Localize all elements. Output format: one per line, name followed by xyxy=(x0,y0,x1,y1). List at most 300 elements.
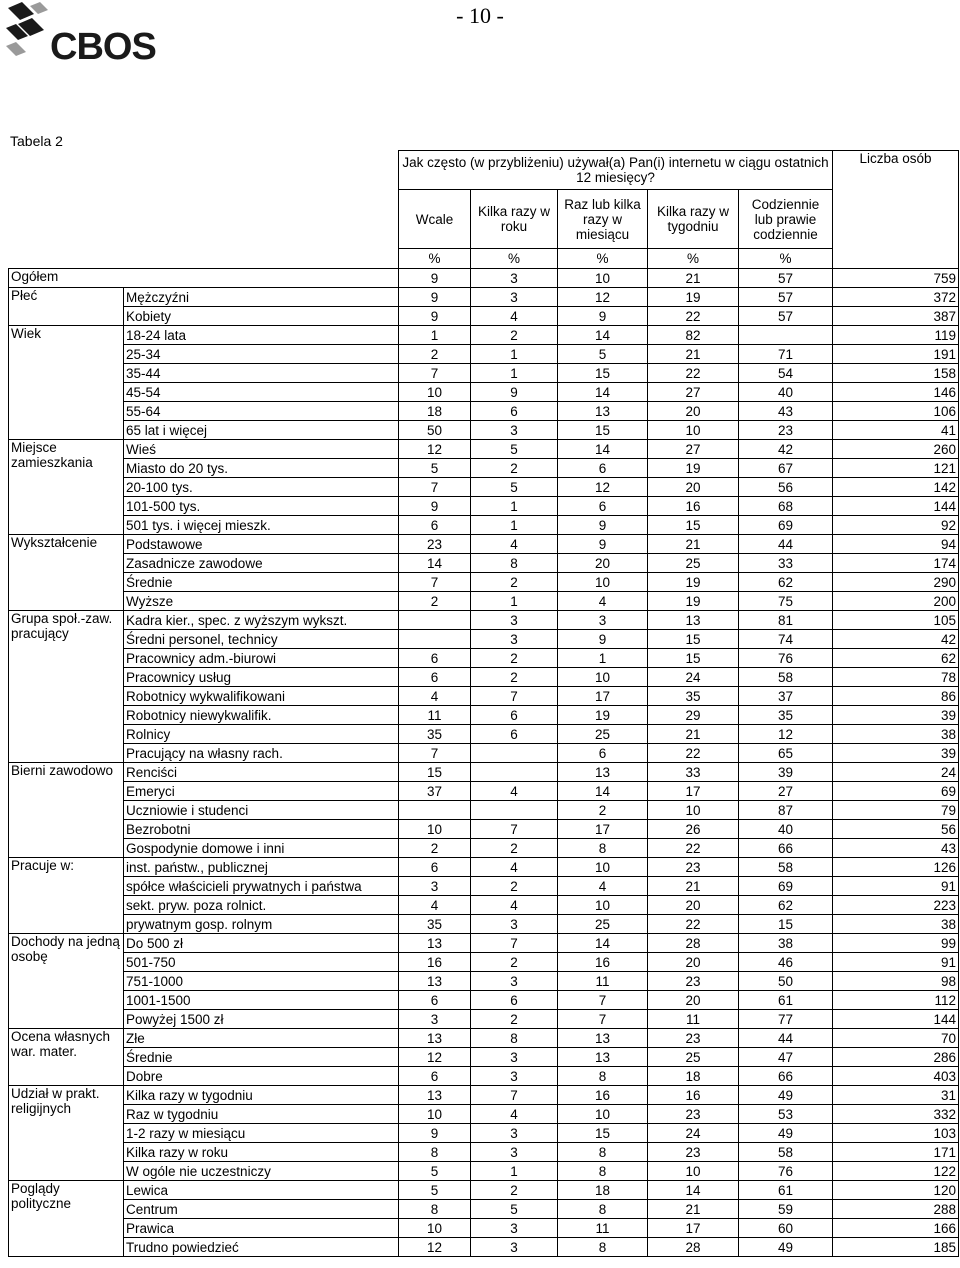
row-label: 1001-1500 xyxy=(124,991,399,1010)
row-label: 501-750 xyxy=(124,953,399,972)
value-cell: 11 xyxy=(558,1219,648,1238)
count-cell: 78 xyxy=(833,668,959,687)
value-cell: 3 xyxy=(399,1010,471,1029)
count-cell: 185 xyxy=(833,1238,959,1257)
column-header: Raz lub kilka razy w miesiącu xyxy=(558,190,648,249)
value-cell: 22 xyxy=(648,307,739,326)
count-cell: 119 xyxy=(833,326,959,345)
value-cell: 10 xyxy=(558,1105,648,1124)
value-cell: 20 xyxy=(648,953,739,972)
count-cell: 105 xyxy=(833,611,959,630)
value-cell: 1 xyxy=(471,516,558,535)
value-cell: 68 xyxy=(739,497,833,516)
count-cell: 38 xyxy=(833,915,959,934)
value-cell: 47 xyxy=(739,1048,833,1067)
count-cell: 31 xyxy=(833,1086,959,1105)
row-label: Renciści xyxy=(124,763,399,782)
table-row xyxy=(9,630,959,649)
value-cell: 6 xyxy=(399,858,471,877)
value-cell: 14 xyxy=(648,1181,739,1200)
value-cell: 15 xyxy=(648,630,739,649)
value-cell: 6 xyxy=(471,725,558,744)
count-cell: 759 xyxy=(833,269,959,288)
count-cell: 200 xyxy=(833,592,959,611)
value-cell: 9 xyxy=(558,630,648,649)
table-row xyxy=(9,1181,959,1200)
value-cell: 22 xyxy=(648,915,739,934)
group-label: Pracuje w: xyxy=(9,858,124,934)
value-cell: 2 xyxy=(471,668,558,687)
value-cell: 6 xyxy=(471,402,558,421)
value-cell: 15 xyxy=(558,1124,648,1143)
value-cell: 50 xyxy=(399,421,471,440)
value-cell: 44 xyxy=(739,1029,833,1048)
value-cell: 12 xyxy=(399,1238,471,1257)
value-cell: 3 xyxy=(471,630,558,649)
value-cell: 59 xyxy=(739,1200,833,1219)
value-cell: 10 xyxy=(399,383,471,402)
value-cell: 5 xyxy=(399,1181,471,1200)
count-cell: 39 xyxy=(833,706,959,725)
value-cell: 26 xyxy=(648,820,739,839)
count-cell: 92 xyxy=(833,516,959,535)
value-cell: 1 xyxy=(471,592,558,611)
value-cell: 10 xyxy=(399,1105,471,1124)
row-label: Kilka razy w roku xyxy=(124,1143,399,1162)
value-cell: 16 xyxy=(399,953,471,972)
value-cell: 23 xyxy=(399,535,471,554)
table-row xyxy=(9,1124,959,1143)
value-cell: 1 xyxy=(399,326,471,345)
count-cell: 43 xyxy=(833,839,959,858)
value-cell: 12 xyxy=(558,478,648,497)
value-cell: 23 xyxy=(648,1105,739,1124)
value-cell: 81 xyxy=(739,611,833,630)
row-label: 18-24 lata xyxy=(124,326,399,345)
count-cell: 94 xyxy=(833,535,959,554)
count-cell: 332 xyxy=(833,1105,959,1124)
count-cell: 121 xyxy=(833,459,959,478)
table-row xyxy=(9,288,959,307)
value-cell: 17 xyxy=(648,782,739,801)
value-cell: 2 xyxy=(471,1010,558,1029)
table-row xyxy=(9,383,959,402)
count-cell: 39 xyxy=(833,744,959,763)
value-cell: 13 xyxy=(648,611,739,630)
value-cell: 5 xyxy=(399,459,471,478)
value-cell xyxy=(399,630,471,649)
value-cell: 5 xyxy=(471,1200,558,1219)
count-cell: 62 xyxy=(833,649,959,668)
value-cell: 10 xyxy=(558,668,648,687)
table-row xyxy=(9,896,959,915)
unit-header: % xyxy=(399,249,471,269)
value-cell: 21 xyxy=(648,345,739,364)
value-cell: 4 xyxy=(399,687,471,706)
value-cell: 49 xyxy=(739,1124,833,1143)
row-label: 45-54 xyxy=(124,383,399,402)
value-cell: 67 xyxy=(739,459,833,478)
value-cell: 5 xyxy=(471,478,558,497)
value-cell: 7 xyxy=(399,573,471,592)
value-cell: 3 xyxy=(558,611,648,630)
count-cell: 56 xyxy=(833,820,959,839)
value-cell: 7 xyxy=(471,934,558,953)
value-cell: 2 xyxy=(471,953,558,972)
value-cell: 13 xyxy=(399,1086,471,1105)
count-cell: 146 xyxy=(833,383,959,402)
row-label: 1-2 razy w miesiącu xyxy=(124,1124,399,1143)
cbos-logo xyxy=(4,2,156,68)
value-cell: 3 xyxy=(471,269,558,288)
count-cell: 41 xyxy=(833,421,959,440)
count-cell: 91 xyxy=(833,953,959,972)
count-cell: 122 xyxy=(833,1162,959,1181)
value-cell: 2 xyxy=(471,1181,558,1200)
row-label: Wieś xyxy=(124,440,399,459)
row-label: Średni personel, technicy xyxy=(124,630,399,649)
value-cell: 21 xyxy=(648,535,739,554)
value-cell: 20 xyxy=(648,478,739,497)
row-label: Wyższe xyxy=(124,592,399,611)
value-cell: 28 xyxy=(648,1238,739,1257)
count-cell: 24 xyxy=(833,763,959,782)
value-cell: 6 xyxy=(558,459,648,478)
table-row xyxy=(9,953,959,972)
value-cell: 19 xyxy=(648,573,739,592)
count-cell: 174 xyxy=(833,554,959,573)
value-cell: 3 xyxy=(399,877,471,896)
count-cell: 98 xyxy=(833,972,959,991)
value-cell xyxy=(471,801,558,820)
column-header: Wcale xyxy=(399,190,471,249)
value-cell: 2 xyxy=(471,459,558,478)
value-cell: 65 xyxy=(739,744,833,763)
count-cell: 171 xyxy=(833,1143,959,1162)
row-label: Robotnicy niewykwalifik. xyxy=(124,706,399,725)
count-cell: 142 xyxy=(833,478,959,497)
value-cell: 9 xyxy=(399,288,471,307)
value-cell: 13 xyxy=(399,972,471,991)
table-row xyxy=(9,972,959,991)
count-cell: 126 xyxy=(833,858,959,877)
group-label: Ogółem xyxy=(9,269,399,288)
table-row xyxy=(9,364,959,383)
row-label: Bezrobotni xyxy=(124,820,399,839)
table-row xyxy=(9,1200,959,1219)
value-cell: 43 xyxy=(739,402,833,421)
value-cell: 7 xyxy=(558,1010,648,1029)
value-cell xyxy=(471,763,558,782)
row-label: Uczniowie i studenci xyxy=(124,801,399,820)
value-cell: 75 xyxy=(739,592,833,611)
row-label: 65 lat i więcej xyxy=(124,421,399,440)
value-cell: 14 xyxy=(399,554,471,573)
value-cell: 10 xyxy=(399,820,471,839)
value-cell: 8 xyxy=(399,1143,471,1162)
table-label: Tabela 2 xyxy=(10,133,63,149)
value-cell: 2 xyxy=(399,345,471,364)
count-cell: 79 xyxy=(833,801,959,820)
value-cell: 57 xyxy=(739,307,833,326)
row-label: 20-100 tys. xyxy=(124,478,399,497)
value-cell: 71 xyxy=(739,345,833,364)
value-cell: 12 xyxy=(739,725,833,744)
table-row xyxy=(9,991,959,1010)
value-cell: 7 xyxy=(399,364,471,383)
value-cell: 29 xyxy=(648,706,739,725)
value-cell: 11 xyxy=(558,972,648,991)
row-label: Robotnicy wykwalifikowani xyxy=(124,687,399,706)
row-label: Pracownicy adm.-biurowi xyxy=(124,649,399,668)
value-cell: 23 xyxy=(648,858,739,877)
value-cell: 8 xyxy=(558,1200,648,1219)
value-cell: 4 xyxy=(558,592,648,611)
value-cell: 10 xyxy=(558,573,648,592)
value-cell: 6 xyxy=(471,991,558,1010)
value-cell: 10 xyxy=(399,1219,471,1238)
value-cell: 6 xyxy=(399,649,471,668)
value-cell xyxy=(739,326,833,345)
row-label: Dobre xyxy=(124,1067,399,1086)
count-cell: 120 xyxy=(833,1181,959,1200)
value-cell: 8 xyxy=(558,1162,648,1181)
count-cell: 290 xyxy=(833,573,959,592)
value-cell: 15 xyxy=(558,421,648,440)
value-cell: 2 xyxy=(471,573,558,592)
table-row xyxy=(9,497,959,516)
value-cell: 87 xyxy=(739,801,833,820)
value-cell: 5 xyxy=(558,345,648,364)
value-cell: 21 xyxy=(648,1200,739,1219)
value-cell: 3 xyxy=(471,1048,558,1067)
unit-header: % xyxy=(648,249,739,269)
table-row xyxy=(9,782,959,801)
value-cell: 1 xyxy=(471,364,558,383)
value-cell: 37 xyxy=(399,782,471,801)
table-row xyxy=(9,706,959,725)
value-cell: 13 xyxy=(399,1029,471,1048)
count-cell: 158 xyxy=(833,364,959,383)
value-cell: 22 xyxy=(648,744,739,763)
count-cell: 166 xyxy=(833,1219,959,1238)
row-label: 35-44 xyxy=(124,364,399,383)
value-cell: 6 xyxy=(471,706,558,725)
value-cell: 3 xyxy=(471,611,558,630)
value-cell: 7 xyxy=(471,687,558,706)
value-cell: 5 xyxy=(399,1162,471,1181)
table-row xyxy=(9,1143,959,1162)
value-cell: 4 xyxy=(471,307,558,326)
value-cell: 10 xyxy=(558,896,648,915)
value-cell: 2 xyxy=(399,839,471,858)
table-row xyxy=(9,801,959,820)
value-cell: 22 xyxy=(648,839,739,858)
group-label: Dochody na jedną osobę xyxy=(9,934,124,1029)
table-row xyxy=(9,858,959,877)
row-label: Podstawowe xyxy=(124,535,399,554)
table-row xyxy=(9,915,959,934)
row-label: Gospodynie domowe i inni xyxy=(124,839,399,858)
table-row xyxy=(9,1162,959,1181)
row-label: Pracujący na własny rach. xyxy=(124,744,399,763)
value-cell: 2 xyxy=(471,877,558,896)
value-cell: 58 xyxy=(739,668,833,687)
row-label: Pracownicy usług xyxy=(124,668,399,687)
value-cell: 66 xyxy=(739,839,833,858)
value-cell: 4 xyxy=(399,896,471,915)
value-cell: 15 xyxy=(739,915,833,934)
count-cell: 103 xyxy=(833,1124,959,1143)
question-header: Jak często (w przybliżeniu) używał(a) Pan(i) internetu w ciągu ostatnich 12 miesięcy? xyxy=(399,151,833,190)
count-cell: 372 xyxy=(833,288,959,307)
value-cell: 7 xyxy=(471,1086,558,1105)
value-cell: 8 xyxy=(558,1067,648,1086)
row-label: Kobiety xyxy=(124,307,399,326)
column-header-liczba: Liczba osób xyxy=(833,151,959,269)
value-cell: 40 xyxy=(739,820,833,839)
value-cell: 77 xyxy=(739,1010,833,1029)
table-row xyxy=(9,573,959,592)
value-cell: 22 xyxy=(648,364,739,383)
value-cell: 9 xyxy=(558,516,648,535)
group-label: Miejsce zamieszkania xyxy=(9,440,124,535)
value-cell: 3 xyxy=(471,288,558,307)
value-cell: 16 xyxy=(558,953,648,972)
count-cell: 191 xyxy=(833,345,959,364)
value-cell: 25 xyxy=(648,554,739,573)
row-label: Kadra kier., spec. z wyższym wykszt. xyxy=(124,611,399,630)
value-cell: 4 xyxy=(471,782,558,801)
table-row xyxy=(9,478,959,497)
value-cell: 27 xyxy=(648,383,739,402)
value-cell: 10 xyxy=(558,858,648,877)
value-cell: 19 xyxy=(648,459,739,478)
table-row xyxy=(9,402,959,421)
value-cell: 53 xyxy=(739,1105,833,1124)
value-cell: 9 xyxy=(399,1124,471,1143)
table-row xyxy=(9,440,959,459)
row-label: Średnie xyxy=(124,1048,399,1067)
value-cell xyxy=(399,801,471,820)
value-cell: 54 xyxy=(739,364,833,383)
value-cell: 21 xyxy=(648,877,739,896)
row-label: Centrum xyxy=(124,1200,399,1219)
value-cell: 13 xyxy=(399,934,471,953)
data-table xyxy=(8,150,959,1257)
value-cell: 69 xyxy=(739,516,833,535)
value-cell: 21 xyxy=(648,269,739,288)
row-label: Zasadnicze zawodowe xyxy=(124,554,399,573)
column-header: Kilka razy w roku xyxy=(471,190,558,249)
table-row xyxy=(9,1010,959,1029)
value-cell: 4 xyxy=(471,858,558,877)
row-label: Prawica xyxy=(124,1219,399,1238)
table-row xyxy=(9,839,959,858)
value-cell: 18 xyxy=(399,402,471,421)
count-cell: 112 xyxy=(833,991,959,1010)
table-row xyxy=(9,725,959,744)
value-cell: 62 xyxy=(739,896,833,915)
value-cell: 13 xyxy=(558,763,648,782)
value-cell: 20 xyxy=(648,402,739,421)
value-cell: 17 xyxy=(648,1219,739,1238)
row-label: spółce właścicieli prywatnych i państwa xyxy=(124,877,399,896)
value-cell: 1 xyxy=(471,345,558,364)
row-label: Złe xyxy=(124,1029,399,1048)
table-row xyxy=(9,345,959,364)
value-cell: 56 xyxy=(739,478,833,497)
value-cell: 35 xyxy=(399,725,471,744)
count-cell: 99 xyxy=(833,934,959,953)
table-row xyxy=(9,1219,959,1238)
value-cell: 13 xyxy=(558,1029,648,1048)
table-row xyxy=(9,668,959,687)
value-cell: 20 xyxy=(558,554,648,573)
table-row xyxy=(9,1067,959,1086)
table-row xyxy=(9,1086,959,1105)
value-cell: 9 xyxy=(558,535,648,554)
value-cell: 25 xyxy=(648,1048,739,1067)
row-label: Powyżej 1500 zł xyxy=(124,1010,399,1029)
value-cell: 46 xyxy=(739,953,833,972)
value-cell: 23 xyxy=(648,1143,739,1162)
row-label: Raz w tygodniu xyxy=(124,1105,399,1124)
value-cell: 8 xyxy=(558,1143,648,1162)
table-row xyxy=(9,459,959,478)
row-label: W ogóle nie uczestniczy xyxy=(124,1162,399,1181)
row-label: 101-500 tys. xyxy=(124,497,399,516)
count-cell: 403 xyxy=(833,1067,959,1086)
value-cell: 38 xyxy=(739,934,833,953)
value-cell: 42 xyxy=(739,440,833,459)
value-cell: 6 xyxy=(399,1067,471,1086)
value-cell: 14 xyxy=(558,440,648,459)
value-cell: 35 xyxy=(648,687,739,706)
row-label: 501 tys. i więcej mieszk. xyxy=(124,516,399,535)
table-row xyxy=(9,820,959,839)
value-cell: 61 xyxy=(739,1181,833,1200)
count-cell: 223 xyxy=(833,896,959,915)
value-cell: 62 xyxy=(739,573,833,592)
count-cell: 288 xyxy=(833,1200,959,1219)
value-cell: 23 xyxy=(648,972,739,991)
value-cell: 2 xyxy=(399,592,471,611)
value-cell: 16 xyxy=(558,1086,648,1105)
table-row xyxy=(9,421,959,440)
table-row xyxy=(9,1029,959,1048)
value-cell: 6 xyxy=(399,991,471,1010)
value-cell: 82 xyxy=(648,326,739,345)
value-cell: 49 xyxy=(739,1086,833,1105)
group-label: Wykształcenie xyxy=(9,535,124,611)
value-cell: 3 xyxy=(471,421,558,440)
value-cell: 23 xyxy=(648,1029,739,1048)
value-cell: 49 xyxy=(739,1238,833,1257)
value-cell: 3 xyxy=(471,972,558,991)
value-cell: 1 xyxy=(558,649,648,668)
value-cell: 76 xyxy=(739,649,833,668)
group-label: Udział w prakt. religijnych xyxy=(9,1086,124,1181)
table-row xyxy=(9,877,959,896)
value-cell: 57 xyxy=(739,269,833,288)
table-row xyxy=(9,611,959,630)
row-label: Kilka razy w tygodniu xyxy=(124,1086,399,1105)
table-row xyxy=(9,744,959,763)
group-label: Ocena własnych war. mater. xyxy=(9,1029,124,1086)
value-cell: 3 xyxy=(471,1238,558,1257)
value-cell: 9 xyxy=(399,307,471,326)
